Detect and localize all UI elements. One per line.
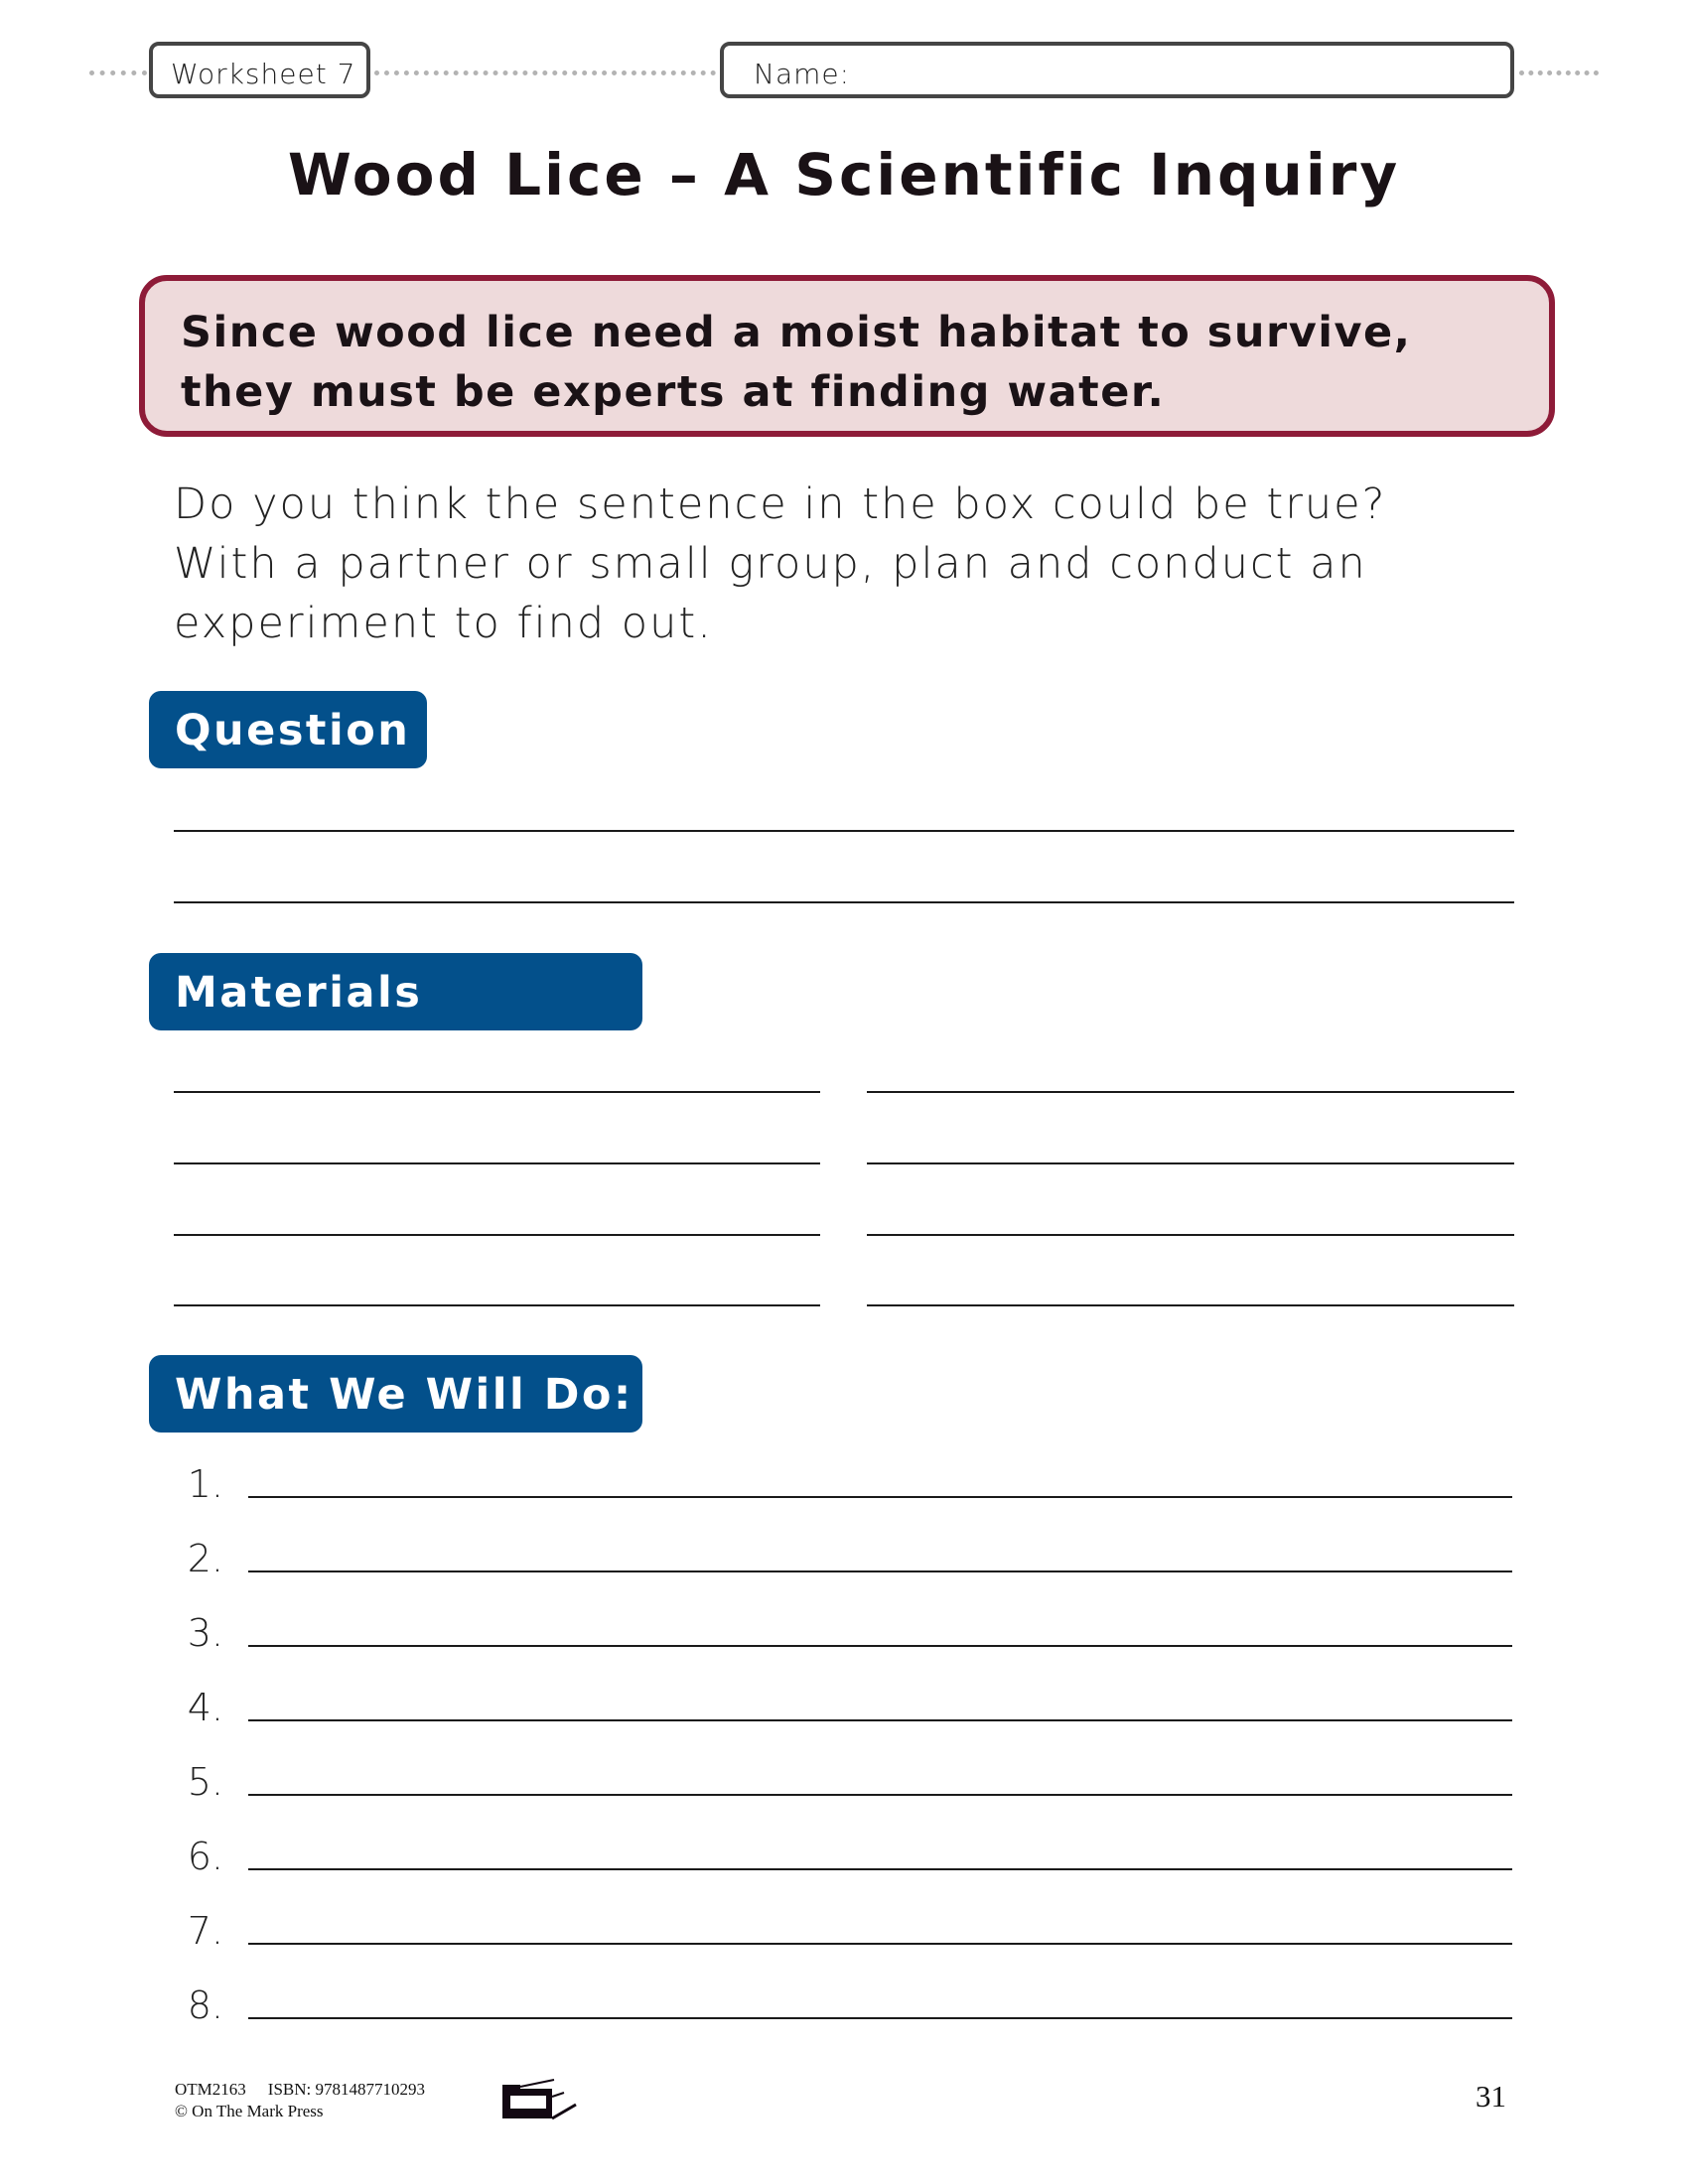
step-input-7[interactable]	[248, 1895, 1512, 1941]
page-title: Wood Lice – A Scientific Inquiry	[287, 141, 1401, 208]
step-number-1: 1.	[187, 1462, 223, 1506]
procedure-section-label: What We Will Do:	[149, 1355, 642, 1433]
step-number-6: 6.	[187, 1835, 223, 1878]
materials-line-left-2[interactable]	[174, 1162, 820, 1164]
materials-input-8[interactable]	[867, 1257, 1514, 1302]
step-number-8: 8.	[187, 1983, 223, 2027]
step-input-1[interactable]	[248, 1448, 1512, 1494]
materials-line-right-1[interactable]	[867, 1091, 1514, 1093]
question-input-2[interactable]	[174, 854, 1514, 899]
step-input-5[interactable]	[248, 1746, 1512, 1792]
instructions-line-1: Do you think the sentence in the box could be true?	[174, 479, 1387, 529]
question-answer-line-2[interactable]	[174, 901, 1514, 903]
materials-line-right-4[interactable]	[867, 1304, 1514, 1306]
instructions-paragraph	[174, 475, 1484, 653]
worksheet-tag	[149, 42, 370, 98]
header-dotted-rule-left	[89, 70, 147, 75]
step-line-3[interactable]	[248, 1645, 1512, 1647]
claim-box	[139, 275, 1555, 437]
page-number: 31	[1476, 2079, 1506, 2114]
step-line-8[interactable]	[248, 2017, 1512, 2019]
step-input-3[interactable]	[248, 1597, 1512, 1643]
materials-input-1[interactable]	[174, 1043, 820, 1089]
product-code: OTM2163	[175, 2080, 246, 2099]
header-dotted-rule-middle	[374, 70, 716, 75]
materials-input-6[interactable]	[867, 1186, 1514, 1232]
question-answer-line-1[interactable]	[174, 830, 1514, 832]
materials-line-left-3[interactable]	[174, 1234, 820, 1236]
materials-section-label: Materials Needed:	[149, 953, 642, 1030]
materials-input-3[interactable]	[174, 1115, 820, 1160]
materials-line-right-2[interactable]	[867, 1162, 1514, 1164]
materials-input-5[interactable]	[174, 1186, 820, 1232]
step-number-4: 4.	[187, 1686, 223, 1729]
book-logo-icon	[498, 2077, 580, 2122]
step-line-7[interactable]	[248, 1943, 1512, 1945]
step-number-3: 3.	[187, 1611, 223, 1655]
step-input-6[interactable]	[248, 1821, 1512, 1866]
step-input-2[interactable]	[248, 1523, 1512, 1569]
instructions-line-2: With a partner or small group, plan and conduct an	[174, 539, 1367, 589]
materials-input-2[interactable]	[867, 1043, 1514, 1089]
question-section-label: Question	[149, 691, 427, 768]
materials-line-left-4[interactable]	[174, 1304, 820, 1306]
header-dotted-rule-right	[1519, 70, 1599, 75]
isbn: ISBN: 9781487710293	[267, 2080, 425, 2099]
step-input-8[interactable]	[248, 1970, 1512, 2015]
step-number-7: 7.	[187, 1909, 223, 1953]
claim-text: Since wood lice need a moist habitat to survive, they must be experts at finding water.	[181, 308, 1412, 417]
step-number-2: 2.	[187, 1537, 223, 1580]
step-number-5: 5.	[187, 1760, 223, 1804]
step-line-6[interactable]	[248, 1868, 1512, 1870]
materials-input-4[interactable]	[867, 1115, 1514, 1160]
worksheet-label: Worksheet 7	[171, 58, 356, 90]
step-input-4[interactable]	[248, 1672, 1512, 1717]
footer-publication-info	[175, 2079, 425, 2122]
materials-line-right-3[interactable]	[867, 1234, 1514, 1236]
instructions-line-3: experiment to find out.	[174, 599, 713, 648]
name-field-box[interactable]	[720, 42, 1514, 98]
materials-line-left-1[interactable]	[174, 1091, 820, 1093]
step-line-5[interactable]	[248, 1794, 1512, 1796]
step-line-2[interactable]	[248, 1570, 1512, 1572]
step-line-1[interactable]	[248, 1496, 1512, 1498]
step-line-4[interactable]	[248, 1719, 1512, 1721]
name-input[interactable]	[833, 54, 1496, 91]
question-input-1[interactable]	[174, 782, 1514, 828]
materials-input-7[interactable]	[174, 1257, 820, 1302]
copyright: © On The Mark Press	[175, 2102, 324, 2120]
name-label: Name:	[754, 58, 851, 90]
